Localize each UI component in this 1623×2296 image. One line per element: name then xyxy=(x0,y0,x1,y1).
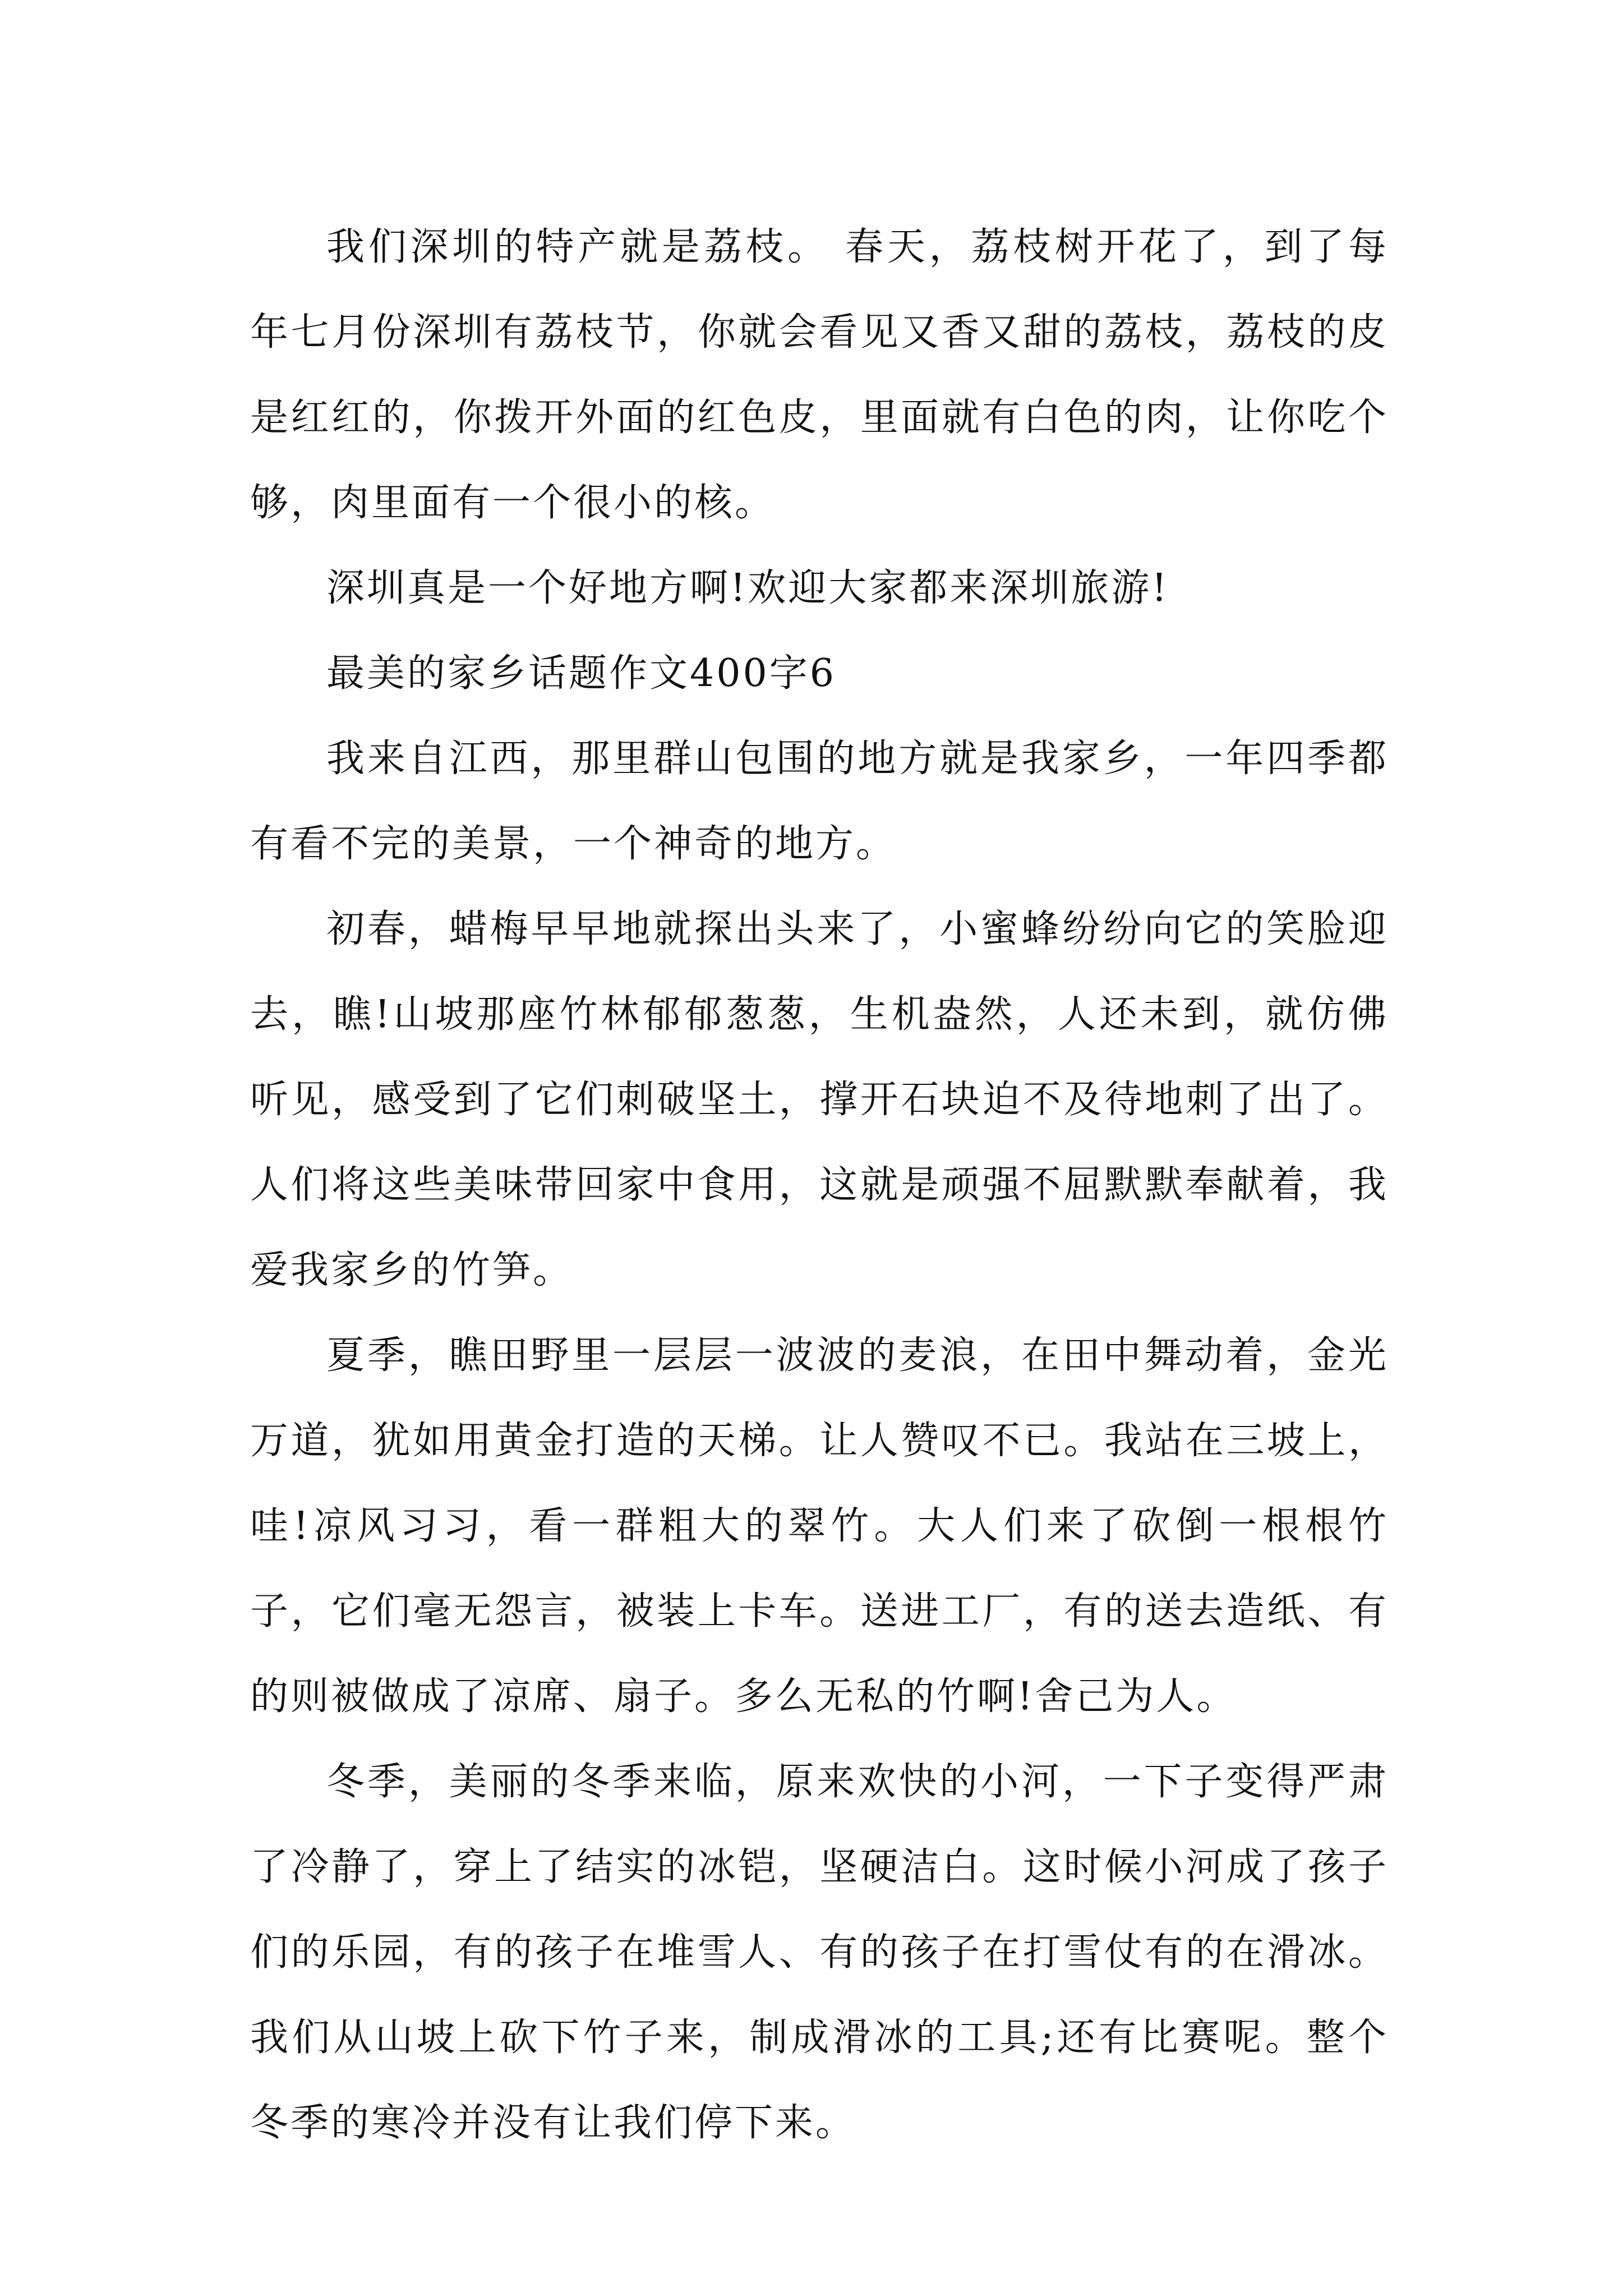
document-body xyxy=(250,205,1389,2166)
paragraph-lychee: 我们深圳的特产就是荔枝。 春天，荔枝树开花了，到了每年七月份深圳有荔枝节，你就会看见又香又甜的荔枝，荔枝的皮是红红的，你拨开外面的红色皮，里面就有白色的肉，让你吃个够，肉里面有一个很小的核。 xyxy=(250,225,1389,525)
paragraph-spring: 初春，蜡梅早早地就探出头来了，小蜜蜂纷纷向它的笑脸迎去，瞧!山坡那座竹林郁郁葱葱，生机盎然，人还未到，就仿佛听见，感受到了它们刺破坚土，撑开石块迫不及待地刺了出了。人们将这些美味带回家中食用，这就是顽强不屈默默奉献着，我爱我家乡的竹笋。 xyxy=(250,907,1389,1292)
paragraph-summer: 夏季，瞧田野里一层层一波波的麦浪，在田中舞动着，金光万道，犹如用黄金打造的天梯。让人赞叹不已。我站在三坡上，哇!凉风习习，看一群粗大的翠竹。大人们来了砍倒一根根竹子，它们毫无怨言，被装上卡车。送进工厂，有的送去造纸、有的则被做成了凉席、扇子。多么无私的竹啊!舍己为人。 xyxy=(250,1333,1389,1719)
essay-title: 最美的家乡话题作文400字6 xyxy=(326,651,837,696)
paragraph-intro: 我来自江西，那里群山包围的地方就是我家乡，一年四季都有看不完的美景，一个神奇的地方。 xyxy=(250,737,1389,866)
paragraph-winter: 冬季，美丽的冬季来临，原来欢快的小河，一下子变得严肃了冷静了，穿上了结实的冰铠，坚硬洁白。这时候小河成了孩子们的乐园，有的孩子在堆雪人、有的孩子在打雪仗有的在滑冰。我们从山坡上砍下竹子来，制成滑冰的工具;还有比赛呢。整个冬季的寒冷并没有让我们停下来。 xyxy=(250,1760,1389,2145)
paragraph-welcome: 深圳真是一个好地方啊!欢迎大家都来深圳旅游! xyxy=(326,566,1169,610)
